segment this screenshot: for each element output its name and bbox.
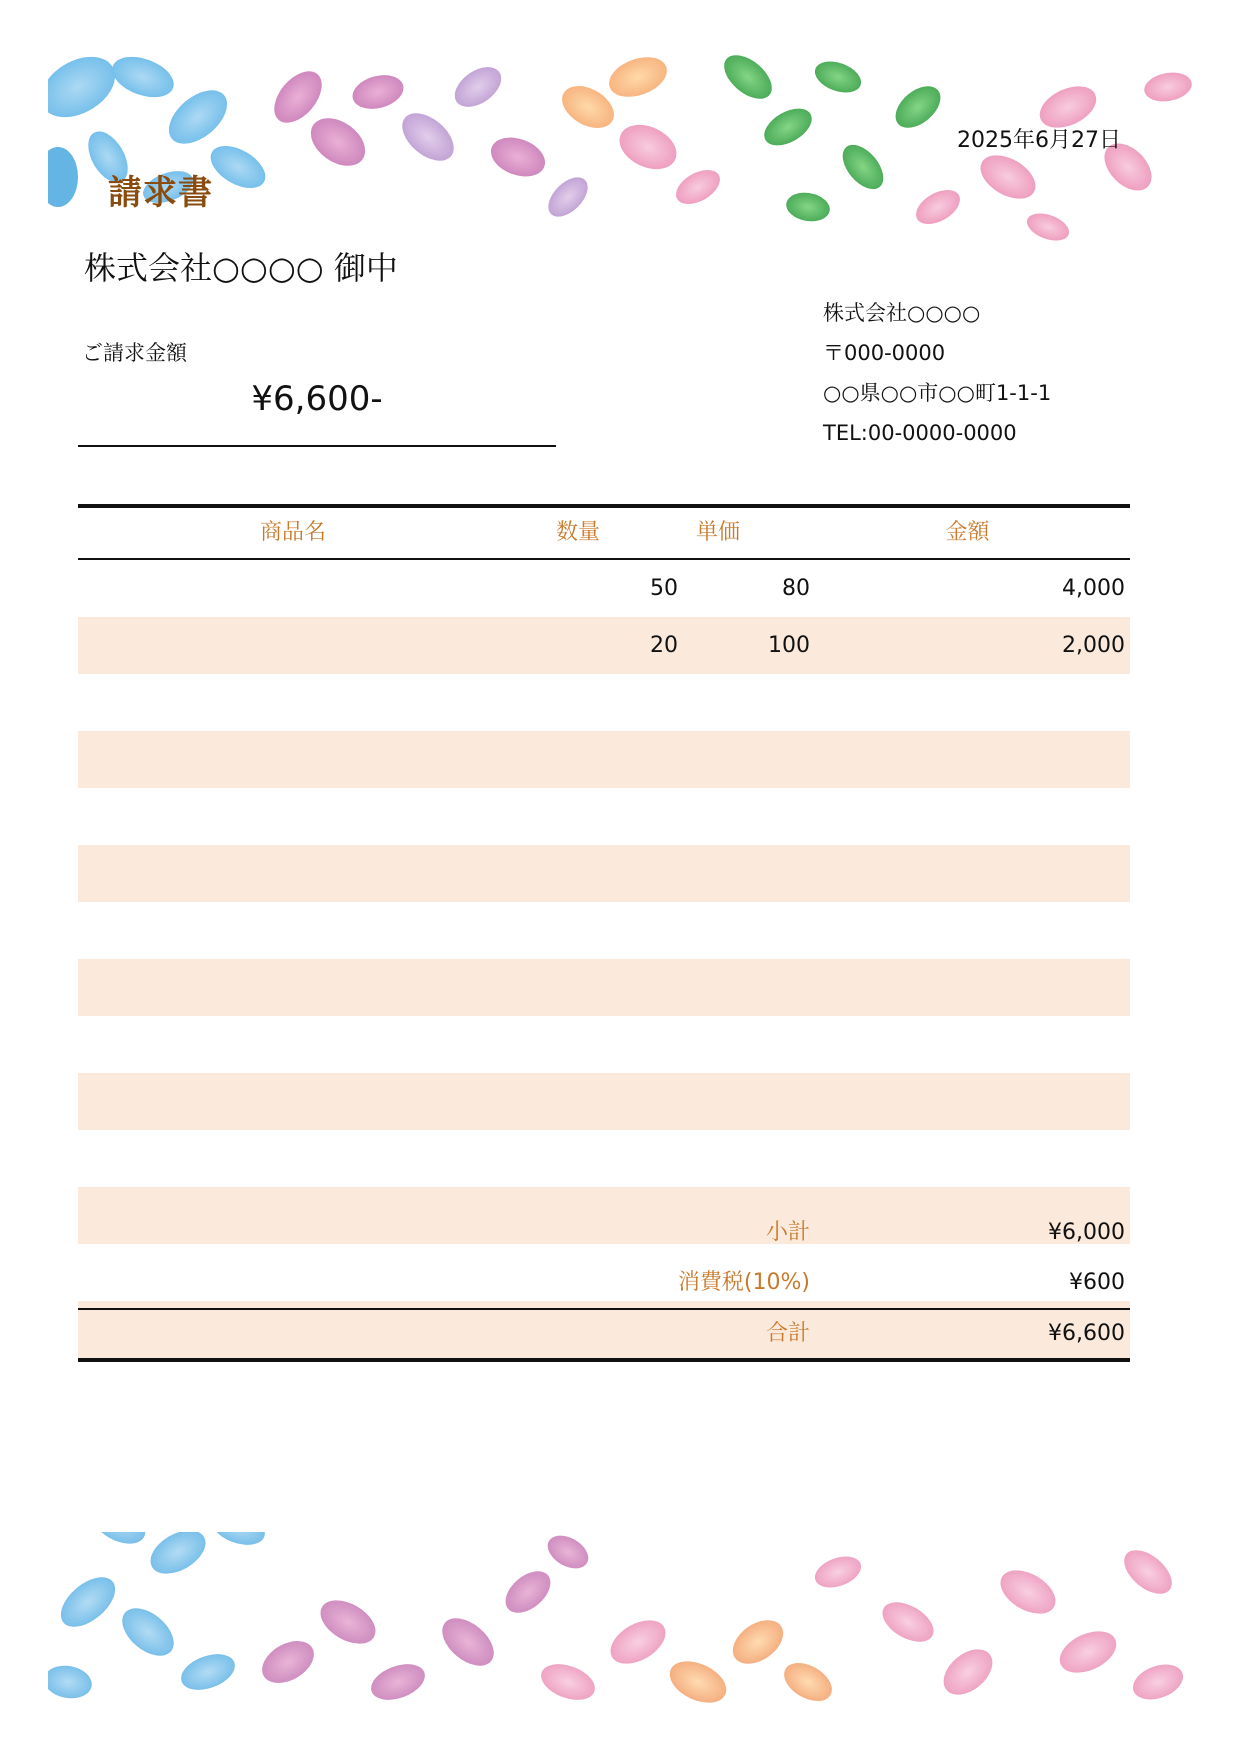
subtotal-row	[78, 1205, 1130, 1261]
leaves-bottom-icon	[48, 1532, 1193, 1708]
cell-amount	[810, 1073, 1125, 1130]
table-header	[78, 504, 1130, 560]
amount-value: ¥6,600-	[251, 379, 383, 419]
cell-qty	[508, 674, 678, 731]
table-row	[78, 1073, 1130, 1130]
cell-amount	[810, 845, 1125, 902]
cell-qty	[508, 1016, 678, 1073]
cell-amount	[810, 731, 1125, 788]
total-value: ¥6,600	[1048, 1321, 1125, 1346]
cell-amount	[810, 1130, 1125, 1187]
header-price: 単価	[695, 520, 740, 545]
table-row	[78, 959, 1130, 1016]
cell-price	[678, 1016, 810, 1073]
cell-name	[78, 788, 516, 845]
total-row	[78, 1306, 1130, 1362]
cell-price: 80	[782, 576, 810, 601]
invoice-date: 2025年6月27日	[957, 128, 1121, 153]
table-row	[78, 1016, 1130, 1073]
cell-amount: 4,000	[1062, 576, 1125, 601]
cell-qty	[508, 731, 678, 788]
issuer-address: ○○県○○市○○町1-1-1	[823, 381, 1052, 405]
page-title: 請求書	[108, 173, 213, 213]
issuer-postal: 〒000-0000	[823, 341, 946, 365]
cell-name	[78, 1073, 516, 1130]
invoice-page	[48, 47, 1193, 1708]
cell-price	[678, 788, 810, 845]
cell-price	[678, 1073, 810, 1130]
cell-amount	[810, 788, 1125, 845]
cell-price: 100	[768, 633, 810, 658]
cell-qty	[508, 959, 678, 1016]
amount-underline	[78, 445, 556, 447]
cell-qty	[508, 788, 678, 845]
cell-amount	[810, 902, 1125, 959]
cell-amount: 2,000	[1062, 633, 1125, 658]
cell-name	[78, 902, 516, 959]
issuer-company: 株式会社○○○○	[823, 301, 981, 325]
cell-qty	[508, 845, 678, 902]
summary-divider	[78, 1308, 1130, 1310]
cell-price	[678, 674, 810, 731]
table-row	[78, 1130, 1130, 1187]
cell-qty: 50	[650, 576, 678, 601]
issuer-block	[823, 293, 1051, 453]
header-name: 商品名	[259, 520, 326, 545]
total-rule	[78, 1358, 1130, 1362]
cell-name	[78, 845, 516, 902]
cell-qty	[508, 1130, 678, 1187]
cell-name	[78, 1130, 516, 1187]
cell-price	[678, 731, 810, 788]
cell-qty	[508, 902, 678, 959]
cell-amount	[810, 1016, 1125, 1073]
cell-name	[78, 731, 516, 788]
table-row	[78, 731, 1130, 788]
table-row	[78, 674, 1130, 731]
cell-name	[78, 617, 516, 674]
cell-name	[78, 674, 516, 731]
cell-name	[78, 959, 516, 1016]
header-amount: 金額	[945, 520, 990, 545]
subtotal-label: 小計	[765, 1220, 810, 1245]
subtotal-value: ¥6,000	[1048, 1220, 1125, 1245]
table-row	[78, 902, 1130, 959]
table-row	[78, 560, 1130, 617]
total-label: 合計	[765, 1321, 810, 1346]
cell-price	[678, 845, 810, 902]
cell-price	[678, 959, 810, 1016]
amount-label: ご請求金額	[82, 341, 187, 365]
cell-qty: 20	[650, 633, 678, 658]
cell-name	[78, 560, 516, 617]
header-qty: 数量	[555, 520, 600, 545]
table-row	[78, 788, 1130, 845]
cell-amount	[810, 674, 1125, 731]
cell-price	[678, 1130, 810, 1187]
table-row	[78, 617, 1130, 674]
tax-row	[78, 1255, 1130, 1311]
tax-value: ¥600	[1069, 1270, 1125, 1295]
table-row	[78, 845, 1130, 902]
recipient-name: 株式会社○○○○ 御中	[84, 249, 398, 287]
cell-amount	[810, 959, 1125, 1016]
tax-label: 消費税(10%)	[677, 1270, 810, 1295]
cell-qty	[508, 1073, 678, 1130]
cell-price	[678, 902, 810, 959]
issuer-tel: TEL:00-0000-0000	[823, 421, 1017, 445]
cell-name	[78, 1016, 516, 1073]
